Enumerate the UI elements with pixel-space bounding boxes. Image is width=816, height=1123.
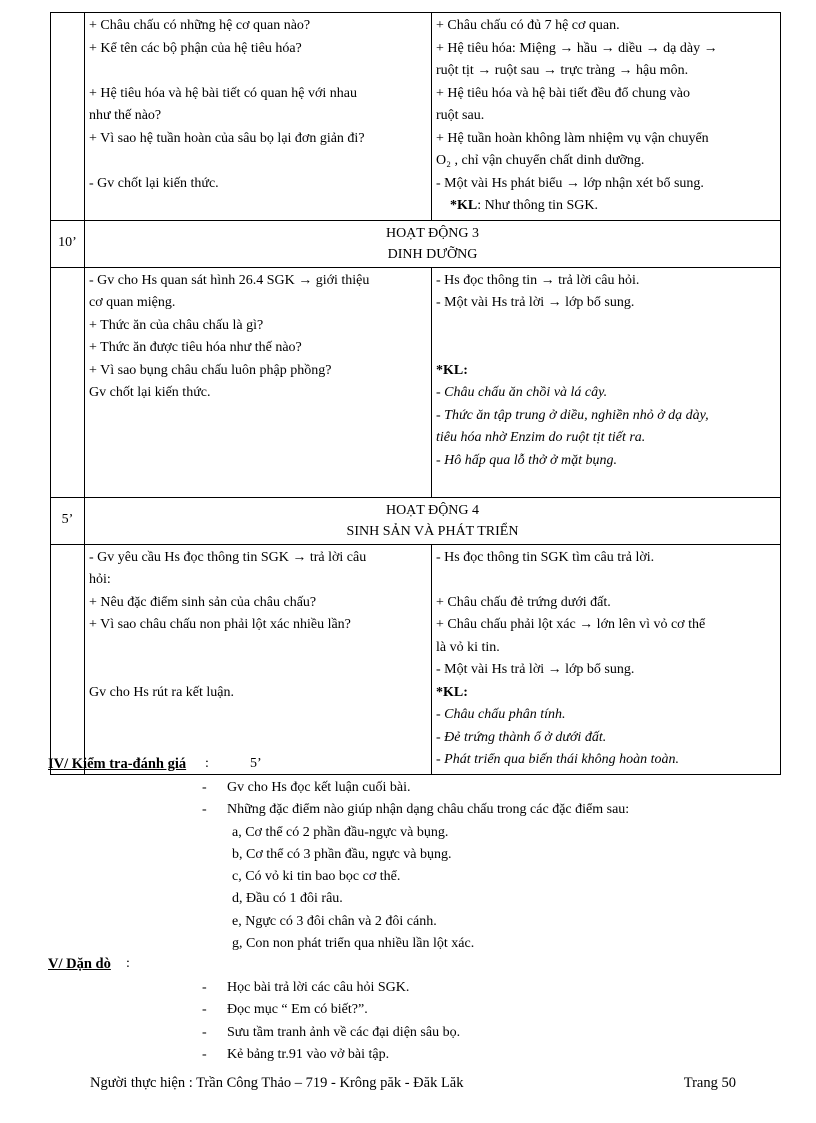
lesson-table [50,12,781,775]
option-item: b, Cơ thể có 3 phần đầu, ngực và bụng. [232,846,452,862]
text-line: - Thức ăn tập trung ở diều, nghiền nhỏ ở dạ dày, [436,407,709,423]
list-item-text: Gv cho Hs đọc kết luận cuối bài. [227,780,411,795]
text-line: + Hệ tuần hoàn không làm nhiệm vụ vận chuyển [436,130,709,146]
option-item: g, Con non phát triển qua nhiều lần lột xác. [232,936,475,952]
teacher-cell [85,13,432,221]
activity-title: HOẠT ĐỘNG 4 [385,502,480,518]
section-colon: : [126,956,130,971]
conclusion-text: : Như thông tin SGK. [477,198,598,213]
teacher-cell [85,267,432,497]
text-line: + Nêu đặc điểm sinh sản của châu chấu? [89,594,317,610]
text-line: + Hệ tiêu hóa: Miệng → hầu → diều → dạ dày → [436,40,718,56]
text-line: + Châu chấu phải lột xác → lớn lên vì vỏ cơ thể [436,617,706,632]
activity-heading [85,220,781,267]
text-line: ruột tịt → ruột sau → trực tràng → hậu môn. [436,63,689,78]
section-title-text: V/ Dặn dò [48,956,111,972]
time-cell [51,13,85,221]
conclusion-label: *KL: [436,362,468,378]
table-row [51,220,781,267]
text-line: + Thức ăn của châu chấu là gì? [89,317,264,333]
text-line: cơ quan miệng. [89,295,176,310]
option-item: a, Cơ thể có 2 phần đầu-ngực và bụng. [232,824,449,840]
conclusion-label: *KL: [436,684,468,700]
text-line: - Một vài Hs phát biểu → lớp nhận xét bổ sung. [436,175,704,191]
text-line: - Một vài Hs trả lời → lớp bổ sung. [436,662,635,677]
page-number: Trang 50 [683,1075,736,1091]
list-item: - Đọc mục “ Em có biết?”. [202,1002,368,1018]
list-item: - Gv cho Hs đọc kết luận cuối bài. [202,780,411,795]
text-line: - Châu chấu ăn chồi và lá cây. [436,385,608,400]
list-item: - Học bài trả lời các câu hỏi SGK. [202,980,410,995]
text-line: + Châu chấu có đủ 7 hệ cơ quan. [436,18,620,33]
teacher-cell [85,544,432,774]
text-line: O₂ , chỉ vận chuyển chất dinh dưỡng. [436,153,645,168]
page-footer [90,1075,736,1092]
time-cell: 10’ [51,220,85,267]
text-line: - Hô hấp qua lỗ thở ở mặt bụng. [436,452,617,468]
text-line: ruột sau. [436,108,485,123]
option-item: e, Ngực có 3 đôi chân và 2 đôi cánh. [232,913,437,929]
list-item: - Những đặc điểm nào giúp nhận dạng châu chấu trong các đặc điểm sau: [202,802,630,818]
table-row [51,267,781,497]
text-line: - Hs đọc thông tin SGK tìm câu trả lời. [436,549,655,565]
text-line: - Gv cho Hs quan sát hình 26.4 SGK → giới thiệu [89,272,370,288]
homework-list [202,977,460,1066]
activity-subtitle: DINH DƯỠNG [387,246,478,262]
text-line: là vỏ ki tin. [436,639,500,655]
student-cell [432,267,781,497]
list-item: - Kẻ bảng tr.91 vào vở bài tập. [202,1046,390,1062]
text-line: - Châu chấu phân tính. [436,707,566,722]
list-item-text: Sưu tầm tranh ảnh về các đại diện sâu bọ. [227,1024,461,1040]
text-line: tiêu hóa nhờ Enzim do ruột tịt tiết ra. [436,430,646,445]
text-line: hỏi: [89,572,111,587]
text-line: + Vì sao hệ tuần hoàn của sâu bọ lại đơn giản đi? [89,130,365,146]
assessment-list [202,777,629,955]
text-line: Gv cho Hs rút ra kết luận. [89,684,235,700]
text-line: + Vì sao bụng châu chấu luôn phập phồng? [89,362,332,378]
text-line: Gv chốt lại kiến thức. [89,385,211,400]
list-item-text: Những đặc điểm nào giúp nhận dạng châu chấu trong các đặc điểm sau: [227,802,630,818]
text-line: - Một vài Hs trả lời → lớp bổ sung. [436,295,635,310]
text-line: + Châu chấu đẻ trứng dưới đất. [436,594,611,610]
list-item-text: Kẻ bảng tr.91 vào vở bài tập. [227,1046,390,1062]
time-cell: 5’ [51,497,85,544]
section-title-text: IV/ Kiểm tra-đánh giá [48,756,187,772]
table-row [51,13,781,221]
text-line: - Gv yêu cầu Hs đọc thông tin SGK → trả lời câu [89,549,367,565]
option-item: d, Đầu có 1 đôi râu. [232,891,343,907]
text-line: + Hệ tiêu hóa và hệ bài tiết đều đổ chung vào [436,85,690,101]
activity-title: HOẠT ĐỘNG 3 [385,225,480,241]
list-item: - Sưu tầm tranh ảnh về các đại diện sâu bọ. [202,1024,461,1040]
table-row [51,544,781,774]
conclusion-label: *KL [450,198,478,213]
option-item: c, Có vỏ ki tin bao bọc cơ thể. [232,869,401,885]
table-row [51,497,781,544]
section-time: 5’ [250,756,262,771]
text-line: + Thức ăn được tiêu hóa như thế nào? [89,340,302,355]
text-line: + Hệ tiêu hóa và hệ bài tiết có quan hệ với nhau [89,85,357,101]
text-line: - Đẻ trứng thành ổ ở dưới đất. [436,729,607,745]
text-line: + Châu chấu có những hệ cơ quan nào? [89,18,311,33]
activity-subtitle: SINH SẢN VÀ PHÁT TRIỂN [346,523,519,539]
time-cell [51,544,85,774]
text-line: + Kể tên các bộ phận của hệ tiêu hóa? [89,40,302,56]
activity-heading [85,497,781,544]
list-item-text: Học bài trả lời các câu hỏi SGK. [227,980,410,995]
conclusion-line [436,195,776,218]
text-line: + Vì sao châu chấu non phải lột xác nhiều lần? [89,617,351,632]
text-line: - Hs đọc thông tin → trả lời câu hỏi. [436,272,640,288]
text-line: - Gv chốt lại kiến thức. [89,175,219,191]
section-title [48,956,111,973]
text-line: - Phát triển qua biến thái không hoàn toàn. [436,752,680,767]
list-item-text: Đọc mục “ Em có biết?”. [227,1002,368,1018]
time-cell [51,267,85,497]
student-cell [432,544,781,774]
section-title [48,756,186,773]
text-line: như thế nào? [89,108,162,123]
student-cell [432,13,781,221]
section-colon: : [205,756,209,771]
footer-author: Người thực hiện : Trần Công Thảo – 719 - Krông păk - Đăk Lăk [90,1075,464,1091]
